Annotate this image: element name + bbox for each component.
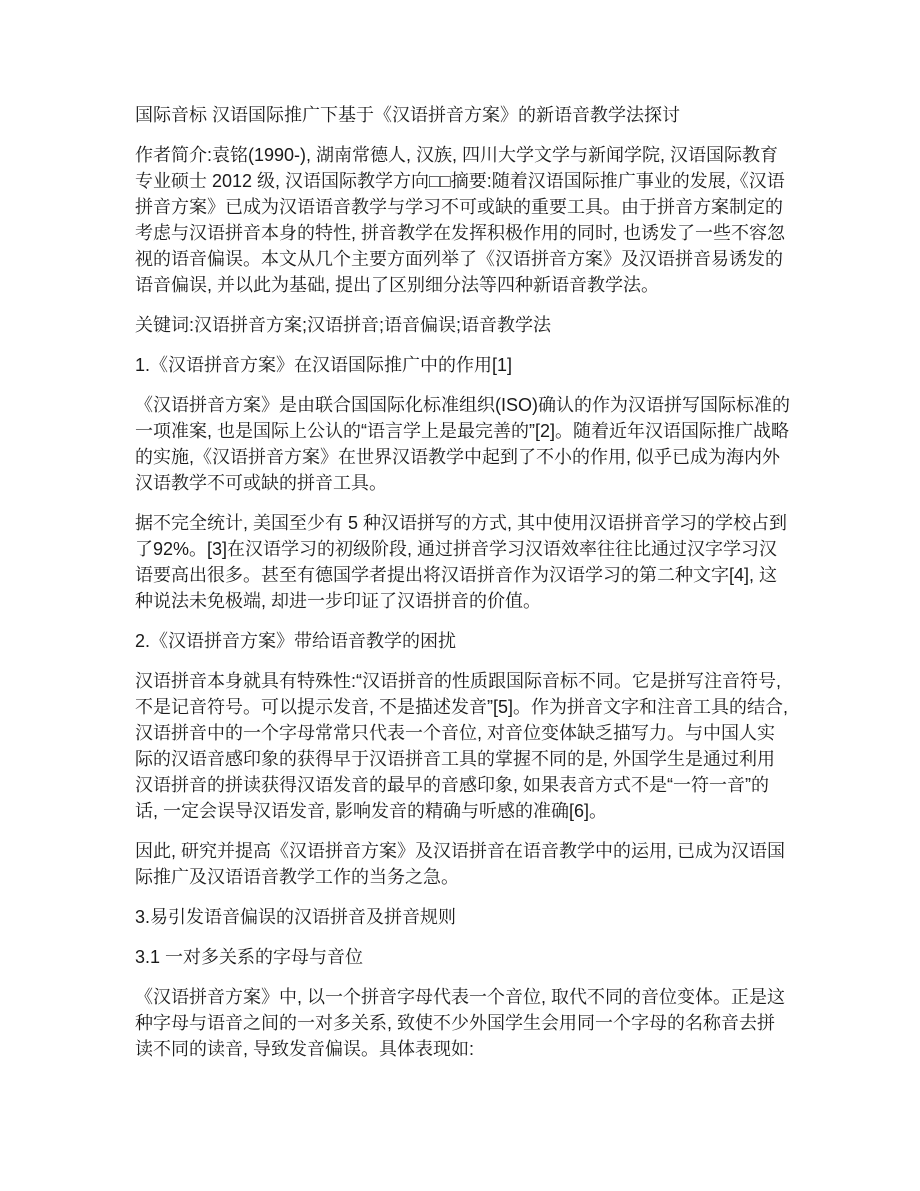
section-1-paragraph-1: 《汉语拼音方案》是由联合国国际化标准组织(ISO)确认的作为汉语拼写国际标准的一项准案, 也是国际上公认的“语言学上是最完善的”[2]。随着近年汉语国际推广战略的实施,《汉语拼音方案》在世界汉语教学中起到了不小的作用, 似乎已成为海内外汉语教学不可或缺的拼音工具。	[135, 395, 790, 493]
section-2-heading: 2.《汉语拼音方案》带给语音教学的困扰	[135, 631, 457, 651]
section-3-heading: 3.易引发语音偏误的汉语拼音及拼音规则	[135, 907, 457, 927]
section-2-paragraph-1: 汉语拼音本身就具有特殊性:“汉语拼音的性质跟国际音标不同。它是拼写注音符号, 不是记音符号。可以提示发音, 不是描述发音”[5]。作为拼音文字和注音工具的结合, 汉语拼音中的一个字母常常只代表一个音位, 对音位变体缺乏描写力。与中国人实际的汉语音感印象的获得早于汉语拼音工具的掌握不同的是, 外国学生是通过利用汉语拼音的拼读获得汉语发音的最早的音感印象, 如果表音方式不是“一符一音”的话, 一定会误导汉语发音, 影响发音的精确与听感的准确[6]。	[135, 671, 789, 821]
section-3-paragraph-1: 《汉语拼音方案》中, 以一个拼音字母代表一个音位, 取代不同的音位变体。正是这种字母与语音之间的一对多关系, 致使不少外国学生会用同一个字母的名称音去拼读不同的读音, 导致发音偏误。具体表现如:	[135, 987, 786, 1059]
section-3-subheading: 3.1 一对多关系的字母与音位	[135, 947, 364, 967]
document-page	[135, 102, 790, 1076]
keywords-line: 关键词:汉语拼音方案;汉语拼音;语音偏误;语音教学法	[135, 315, 552, 335]
section-2-paragraph-2: 因此, 研究并提高《汉语拼音方案》及汉语拼音在语音教学中的运用, 已成为汉语国际推广及汉语语音教学工作的当务之急。	[135, 841, 786, 887]
section-1-heading: 1.《汉语拼音方案》在汉语国际推广中的作用[1]	[135, 355, 513, 375]
section-1-paragraph-2: 据不完全统计, 美国至少有 5 种汉语拼写的方式, 其中使用汉语拼音学习的学校占到了92%。[3]在汉语学习的初级阶段, 通过拼音学习汉语效率往往比通过汉字学习汉语要高出很多。甚至有德国学者提出将汉语拼音作为汉语学习的第二种文字[4], 这种说法未免极端, 却进一步印证了汉语拼音的价值。	[135, 513, 788, 611]
author-abstract-paragraph: 作者简介:袁铭(1990-), 湖南常德人, 汉族, 四川大学文学与新闻学院, 汉语国际教育专业硕士 2012 级, 汉语国际教学方向□□摘要:随着汉语国际推广事业的发展,《汉语拼音方案》已成为汉语语音教学与学习不可或缺的重要工具。由于拼音方案制定的考虑与汉语拼音本身的特性, 拼音教学在发挥积极作用的同时, 也诱发了一些不容忽视的语音偏误。本文从几个主要方面列举了《汉语拼音方案》及汉语拼音易诱发的语音偏误, 并以此为基础, 提出了区别细分法等四种新语音教学法。	[135, 145, 786, 295]
document-title: 国际音标 汉语国际推广下基于《汉语拼音方案》的新语音教学法探讨	[135, 105, 680, 125]
